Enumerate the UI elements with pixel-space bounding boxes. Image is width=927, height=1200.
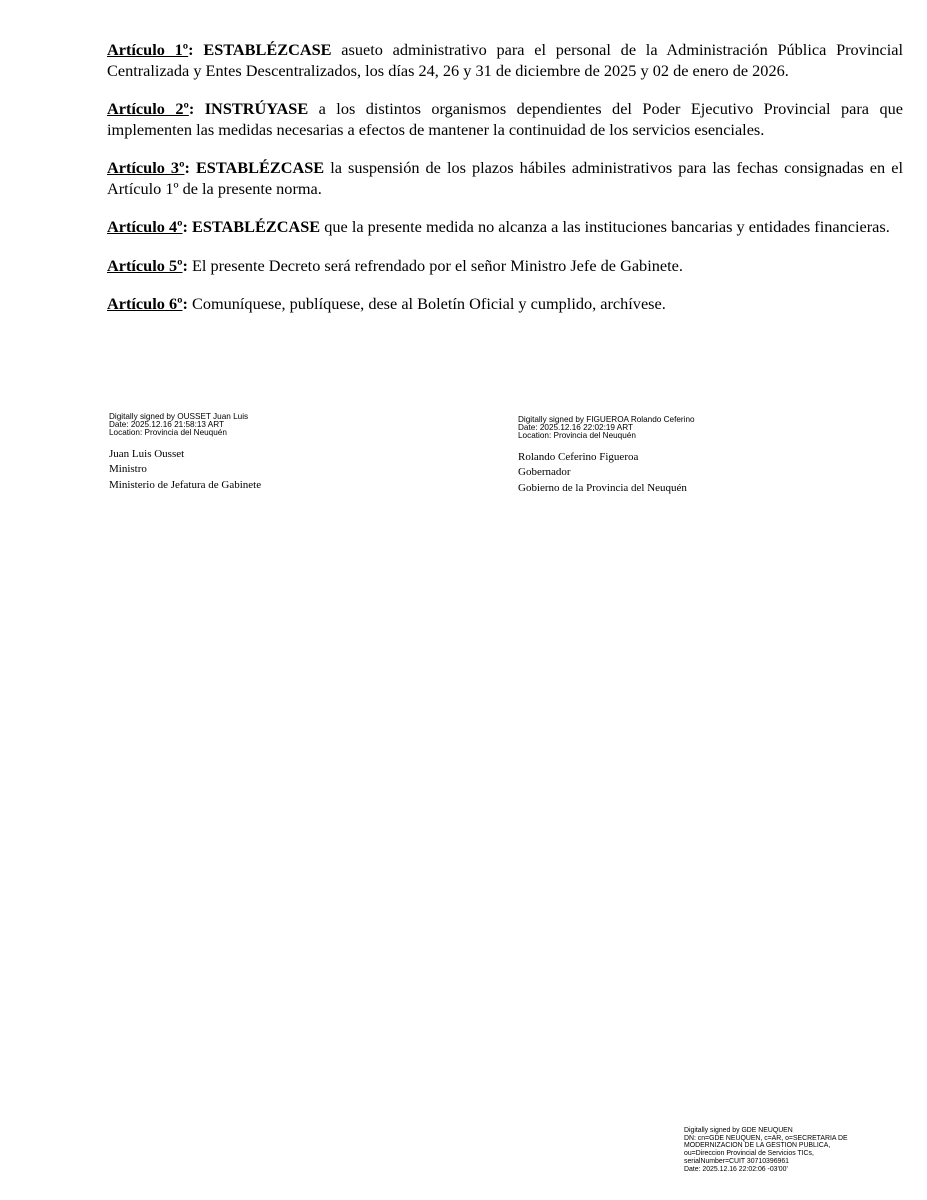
stamp-line: Date: 2025.12.16 22:02:06 -03'00' — [684, 1165, 788, 1173]
signer-organization: Ministerio de Jefatura de Gabinete — [109, 478, 262, 491]
article-6: Artículo 6º: Comuníquese, publíquese, dese al Boletín Oficial y cumplido, archívese. — [107, 294, 666, 313]
stamp-line: MODERNIZACION DE LA GESTION PUBLICA, — [684, 1142, 831, 1150]
stamp-line: serialNumber=CUIT 30710396961 — [684, 1157, 790, 1165]
signer-name: Rolando Ceferino Figueroa — [518, 450, 639, 463]
article-5-label: Artículo 5º — [107, 255, 183, 275]
article-3: Artículo 3º: ESTABLÉZCASE la suspensión de los plazos hábiles administrativos para las fechas consignadas en el Artículo 1º de la presente norma. — [107, 158, 903, 198]
article-4-text: que la presente medida no alcanza a las instituciones bancarias y entidades financieras. — [320, 217, 890, 236]
article-6-text: Comuníquese, publíquese, dese al Boletín Oficial y cumplido, archívese. — [187, 294, 666, 313]
article-1-verb: ESTABLÉZCASE — [203, 40, 332, 59]
article-1-text: asueto administrativo para el personal de la Administración Pública Provincial Centralizada y Entes Descentralizados, los días 24, 26 y 31 de diciembre de 2025 y 02 de enero de 2026. — [107, 40, 903, 80]
signer-organization: Gobierno de la Provincia del Neuquén — [518, 481, 687, 494]
gde-digital-stamp — [684, 1127, 904, 1173]
signature-block-governor — [518, 416, 778, 496]
article-3-text: la suspensión de los plazos hábiles administrativos para las fechas consignadas en el Artículo 1º de la presente norma. — [107, 158, 903, 198]
article-2-verb: INSTRÚYASE — [204, 99, 309, 118]
signer-name: Juan Luis Ousset — [109, 447, 185, 460]
article-4-label: Artículo 4º — [107, 217, 183, 236]
signature-location: Location: Provincia del Neuquén — [109, 428, 227, 438]
signed-by: Digitally signed by FIGUEROA Rolando Ceferino — [518, 415, 695, 424]
article-6-label: Artículo 6º — [107, 294, 183, 313]
stamp-line: Digitally signed by GDE NEUQUEN — [684, 1127, 793, 1134]
signature-date: Date: 2025.12.16 22:02:19 ART — [518, 423, 634, 433]
stamp-line: DN: cn=GDE NEUQUEN, c=AR, o=SECRETARIA DE — [684, 1134, 848, 1142]
stamp-line: ou=Direccion Provincial de Servicios TICs, — [684, 1150, 814, 1158]
signer-role: Ministro — [109, 463, 147, 476]
article-2: Artículo 2º: INSTRÚYASE a los distintos organismos dependientes del Poder Ejecutivo Provincial para que implementen las medidas necesarias a efectos de mantener la continuidad de los servicios esenciales. — [107, 99, 903, 139]
signer-role: Gobernador — [518, 466, 571, 479]
articles-body — [107, 40, 903, 333]
article-4-verb: ESTABLÉZCASE — [191, 217, 321, 236]
signature-block-minister — [109, 413, 369, 493]
article-1-label: Artículo 1º — [107, 40, 189, 59]
article-3-label: Artículo 3º — [107, 158, 185, 177]
signature-date: Date: 2025.12.16 21:58:13 ART — [109, 420, 225, 430]
article-4: Artículo 4º: ESTABLÉZCASE que la presente medida no alcanza a las instituciones bancarias y entidades financieras. — [107, 217, 890, 236]
article-2-label: Artículo 2º — [107, 99, 189, 118]
article-1: Artículo 1º: ESTABLÉZCASE asueto administrativo para el personal de la Administración Pública Provincial Centralizada y Entes Descentralizados, los días 24, 26 y 31 de diciembre de 2025 y 02 de enero de 2026. — [107, 40, 903, 80]
signed-by: Digitally signed by OUSSET Juan Luis — [109, 412, 249, 421]
digital-signature-meta — [518, 416, 778, 441]
signature-location: Location: Provincia del Neuquén — [518, 431, 636, 441]
article-5: Artículo 5º: El presente Decreto será refrendado por el señor Ministro Jefe de Gabinete. — [107, 255, 683, 275]
article-5-text: El presente Decreto será refrendado por el señor Ministro Jefe de Gabinete. — [187, 255, 683, 275]
article-3-verb: ESTABLÉZCASE — [195, 158, 325, 177]
article-2-text: a los distintos organismos dependientes del Poder Ejecutivo Provincial para que implementen las medidas necesarias a efectos de mantener la continuidad de los servicios esenciales. — [107, 99, 903, 139]
digital-signature-meta — [109, 413, 369, 438]
